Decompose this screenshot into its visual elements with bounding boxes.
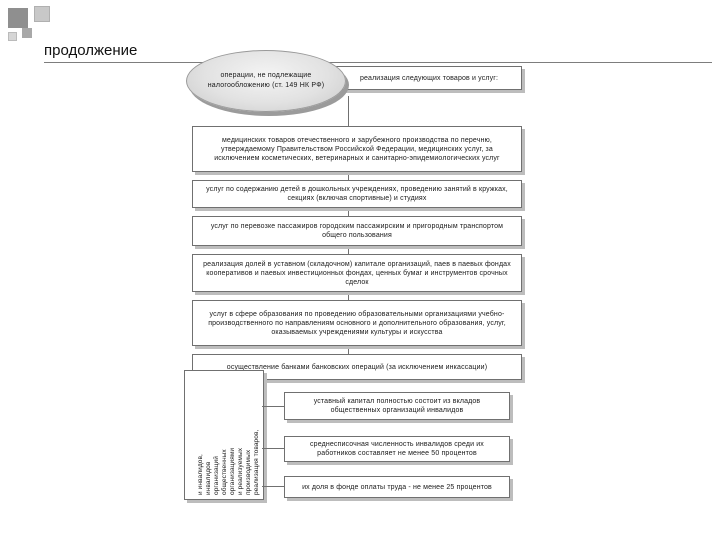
item-box-medical bbox=[192, 126, 522, 172]
side-text-line: реализация товаров, bbox=[253, 429, 260, 495]
condition-text: среднесписочная численность инвалидов среди их работников составляет не менее 50 процентов bbox=[310, 441, 484, 457]
item-text: медицинских товаров отечественного и зарубежного производства по перечню, утверждаемому Правительством Российской Федерации, медицинских услуг, за исключением косметических, ветеринарных и санитарно-эпидемиологических услуг bbox=[214, 136, 500, 162]
header-ellipse-text: операции, не подлежащие налогообложению (ст. 149 НК РФ) bbox=[207, 72, 325, 89]
side-text-line: организаций bbox=[213, 456, 220, 495]
item-box-education bbox=[192, 300, 522, 346]
condition-box-headcount bbox=[284, 436, 510, 462]
side-text-line: организациями bbox=[229, 447, 236, 495]
item-text: услуг по содержанию детей в дошкольных учреждениях, проведению занятий в кружках, секциях (включая спортивные) и студиях bbox=[206, 186, 508, 202]
side-text-line: общественных bbox=[221, 449, 228, 495]
condition-text: их доля в фонде оплаты труда - не менее 25 процентов bbox=[302, 483, 492, 491]
corner-square-large bbox=[8, 8, 28, 28]
connector-condition-1 bbox=[262, 406, 284, 407]
item-text: услуг в сфере образования по проведению образовательными организациями учебно-производственного по направлениям основного и дополнительного образования, услуг, оказываемых учреждениями культуры и искусства bbox=[208, 310, 506, 336]
connector-condition-2 bbox=[262, 448, 284, 449]
header-box-text: реализация следующих товаров и услуг: bbox=[359, 74, 499, 82]
corner-square-small bbox=[22, 28, 32, 38]
item-text: осуществление банками банковских операций (за исключением инкассации) bbox=[226, 363, 488, 371]
side-text-line: инвалидов bbox=[205, 461, 212, 495]
item-text: реализация долей в уставном (складочном) капитале организаций, паев в паевых фондах кооперативов и паевых инвестиционных фондах, ценных бумаг и инструментов срочных сделок bbox=[203, 260, 511, 286]
condition-box-capital bbox=[284, 392, 510, 420]
side-column-disabled-orgs bbox=[184, 370, 264, 500]
page-title: продолжение bbox=[44, 42, 138, 59]
header-box-goods-services bbox=[336, 66, 522, 90]
condition-box-payroll bbox=[284, 476, 510, 498]
item-text: услуг по перевозке пассажиров городским пассажирским и пригородным транспортом общего пользования bbox=[210, 223, 504, 239]
side-text-line: и инвалидов, bbox=[197, 454, 204, 495]
side-text-line: производимых bbox=[245, 449, 252, 495]
connector-condition-3 bbox=[262, 486, 284, 487]
item-box-shares bbox=[192, 254, 522, 292]
item-box-childcare bbox=[192, 180, 522, 208]
condition-text: уставный капитал полностью состоит из вкладов общественных организаций инвалидов bbox=[313, 398, 481, 414]
corner-square-medium bbox=[34, 6, 50, 22]
title-divider bbox=[44, 62, 712, 63]
header-ellipse-non-taxable bbox=[186, 50, 346, 112]
corner-square-tiny bbox=[8, 32, 17, 41]
item-box-transport bbox=[192, 216, 522, 246]
side-text-line: и реализуемых bbox=[237, 447, 244, 495]
